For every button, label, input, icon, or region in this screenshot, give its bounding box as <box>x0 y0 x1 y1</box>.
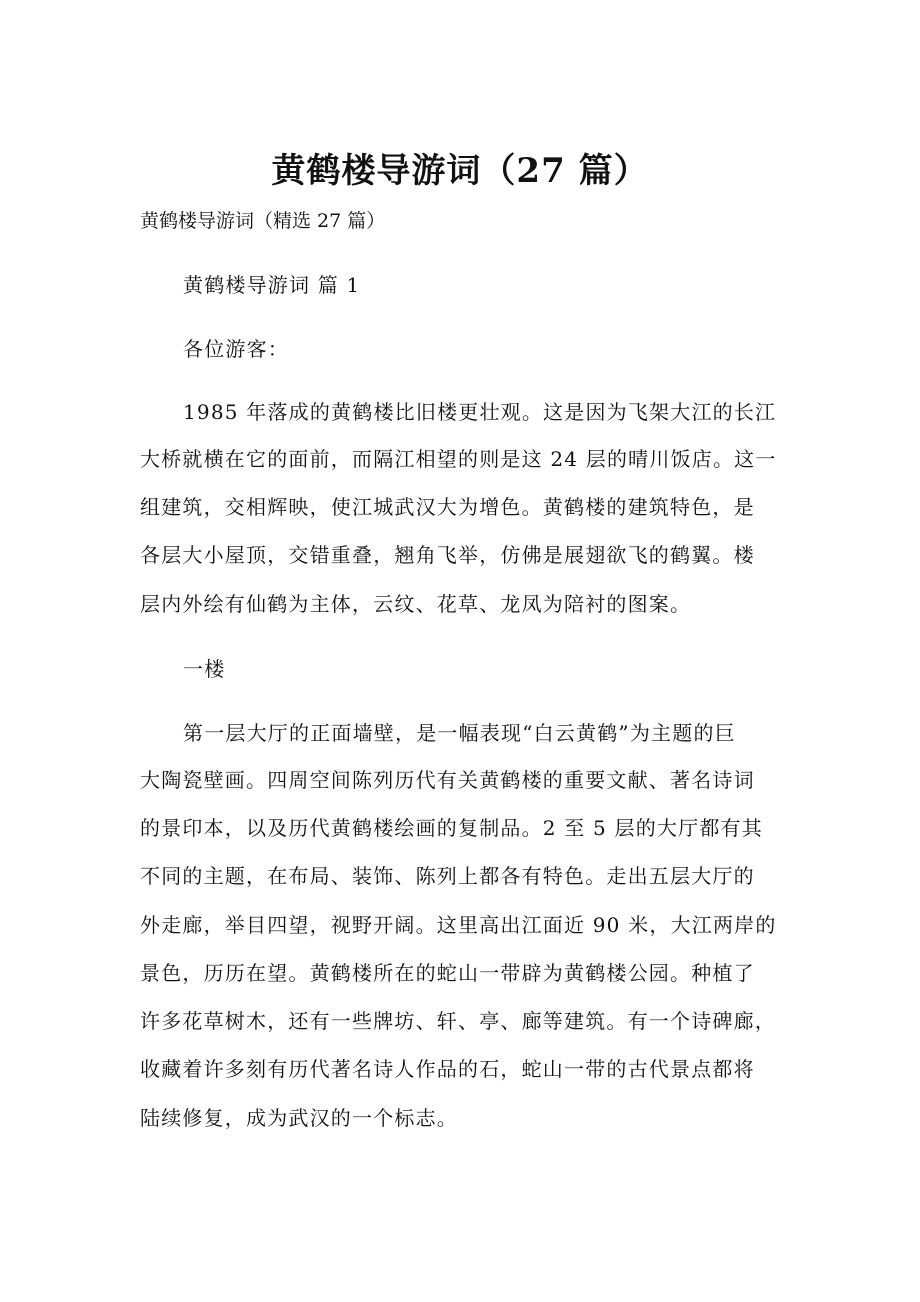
greeting: 各位游客： <box>183 337 289 361</box>
paragraph-line: 大桥就横在它的面前，而隔江相望的则是这 24 层的晴川饭店。这一 <box>140 447 777 471</box>
paragraph-line: 层内外绘有仙鹤为主体，云纹、花草、龙凤为陪衬的图案。 <box>140 592 692 616</box>
paragraph-line: 1985 年落成的黄鹤楼比旧楼更壮观。这是因为飞架大江的长江 <box>183 400 777 424</box>
paragraph-line: 大陶瓷壁画。四周空间陈列历代有关黄鹤楼的重要文献、著名诗词 <box>140 768 755 792</box>
paragraph-line: 组建筑，交相辉映，使江城武汉大为增色。黄鹤楼的建筑特色，是 <box>140 495 755 519</box>
document-subtitle: 黄鹤楼导游词（精选 27 篇） <box>140 210 386 232</box>
paragraph-line: 许多花草树木，还有一些牌坊、轩、亭、廊等建筑。有一个诗碑廊， <box>140 1009 776 1033</box>
section-heading: 黄鹤楼导游词 篇 1 <box>183 273 361 297</box>
paragraph-line: 收藏着许多刻有历代著名诗人作品的石，蛇山一带的古代景点都将 <box>140 1057 755 1081</box>
document-title: 黄鹤楼导游词（27 篇） <box>271 151 649 191</box>
paragraph-line: 的景印本，以及历代黄鹤楼绘画的复制品。2 至 5 层的大厅都有其 <box>140 816 763 840</box>
paragraph-line: 陆续修复，成为武汉的一个标志。 <box>140 1106 458 1130</box>
paragraph-line: 各层大小屋顶，交错重叠，翘角飞举，仿佛是展翅欲飞的鹤翼。楼 <box>140 543 755 567</box>
paragraph-line: 景色，历历在望。黄鹤楼所在的蛇山一带辟为黄鹤楼公园。种植了 <box>140 961 755 985</box>
paragraph-line: 不同的主题，在布局、装饰、陈列上都各有特色。走出五层大厅的 <box>140 864 755 888</box>
paragraph-line: 外走廊，举目四望，视野开阔。这里高出江面近 90 米，大江两岸的 <box>140 913 777 937</box>
paragraph-line: 第一层大厅的正面墙壁，是一幅表现“白云黄鹤”为主题的巨 <box>183 721 736 745</box>
floor-label: 一楼 <box>183 657 226 681</box>
